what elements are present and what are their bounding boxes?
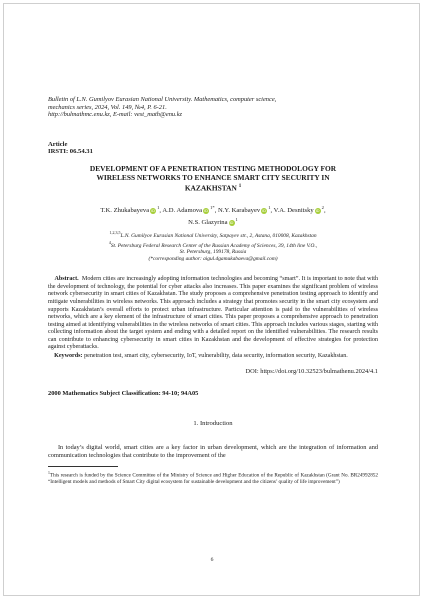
title-line: DEVELOPMENT OF A PENETRATION TESTING METHODOLOGY FOR xyxy=(89,163,337,173)
intro-paragraph: In today’s digital world, smart cities are a key factor in urban development, which are the integration of information and communication technologies that contribute to the improvement of the xyxy=(48,444,378,460)
title-footnote-mark: 1 xyxy=(238,184,242,190)
author: T.K. Zhukabayeva $iD^1$ xyxy=(100,205,160,215)
journal-line: mechanics series, 2024, Vol. 149, №4, P. 6-21. xyxy=(48,103,167,111)
author: N.S. Glazyrina $iD^1$ xyxy=(188,217,238,227)
page-number: 6 xyxy=(210,557,214,563)
footnote-rule xyxy=(48,466,118,467)
journal-contact-line: http://bulmathmc.enu.kz, E-mail: vest_math@enu.kz xyxy=(48,111,183,119)
affiliation-line: $^{1,2,3,5}$L.N. Gumilyov Eurasian National University, Satpayev str., 2, Astana, 010008, Kazakhstan xyxy=(109,230,317,240)
author: A.D. Adamova $iD^{1*}$ xyxy=(162,205,215,215)
orcid-icon[interactable]: iD xyxy=(229,220,234,226)
paper-title xyxy=(48,164,378,193)
doi-link[interactable]: DOI: https://doi.org/10.32523/bulmathenu.2024/4.1 xyxy=(245,368,378,376)
section-heading: 1. Introduction xyxy=(193,420,233,428)
paper-page xyxy=(48,96,378,486)
corresponding-author: (*corresponding author: aigul.dgamukabaeva@gmail.com) xyxy=(148,255,278,262)
orcid-icon[interactable]: iD xyxy=(151,208,156,214)
abstract xyxy=(48,276,378,351)
msc-classification: 2000 Mathematics Subject Classification: 94-10; 94A05 xyxy=(48,390,199,398)
keywords xyxy=(48,353,378,361)
footnote-text: This research is funded by the Science Committee of the Ministry of Science and Higher Education of the Republic of Kazakhstan (Grant No. BR24992852 “Intelligent models and methods of Smart City digital ecosystem for sustainable development and the citizens’ quality of life improvement”) xyxy=(48,473,378,486)
title-line: WIRELESS NETWORKS TO ENHANCE SMART CITY SECURITY IN xyxy=(96,173,330,183)
author-line: T.K. Zhukabayeva $iD^1$, A.D. Adamova $iD^{1*}$, N.Y. Karabayev $iD^1$, V.A. Desnitsky $iD^2$, xyxy=(100,205,326,215)
affiliation-line: $^4$St. Petersburg Federal Research Center of the Russian Academy of Sciences, 39, 14th line V.O., xyxy=(108,239,318,249)
abstract-text: Modern cities are increasingly adopting information technologies and becoming “smart”. It is important to note that with the development of technology, the potential for cyber attacks also increases. This paper examines the significant problem of wireless network cybersecurity in smart cities of Kazakhstan. The study proposes a comprehensive penetration testing approach to identify and mitigate vulnerabilities in wireless networks. This approach includes a strategy that promotes security in the smart city ecosystem and supports Kazakhstan’s overall efforts to protect urban infrastructure. Particular attention is paid to the vulnerabilities of wireless networks, which are a key element of the infrastructure of smart cities. This paper proposes a comprehensive approach to penetration testing aimed at identifying vulnerabilities in the wireless networks of smart cities. This approach includes various stages, starting with collecting information about the target system and ending with a detailed report on the identified vulnerabilities. The research results can contribute to enhancing cybersecurity in smart cities in Kazakhstan and the development of effective strategies for protection against cyberattacks. xyxy=(48,276,379,351)
affiliation-line: St. Petersburg, 199178, Russia xyxy=(179,249,247,256)
article-type: Article xyxy=(48,140,68,148)
orcid-icon[interactable]: iD xyxy=(262,208,267,214)
keywords-label: Keywords: xyxy=(54,352,83,359)
keywords-text: penetration test, smart city, cybersecurity, IoT, vulnerability, data security, information security, Kazakhstan. xyxy=(84,352,348,359)
orcid-icon[interactable]: iD xyxy=(315,208,320,214)
journal-header xyxy=(48,96,378,119)
author: V.A. Desnitsky $iD^2$ xyxy=(273,205,324,215)
author-list xyxy=(48,203,378,227)
footnote xyxy=(48,470,378,485)
irsti-code: IRSTI: 06.54.31 xyxy=(48,148,93,156)
affiliations xyxy=(48,230,378,262)
title-line: KAZAKHSTAN $^1$ xyxy=(184,183,242,193)
author-line xyxy=(48,215,378,227)
footnote-mark: 1 xyxy=(48,471,50,476)
abstract-label: Abstract. xyxy=(54,276,79,283)
orcid-icon[interactable]: iD xyxy=(204,208,208,214)
journal-line: Bulletin of L.N. Gumilyov Eurasian National University. Mathematics, computer science, xyxy=(48,96,277,103)
author: N.Y. Karabayev $iD^1$ xyxy=(218,205,271,215)
